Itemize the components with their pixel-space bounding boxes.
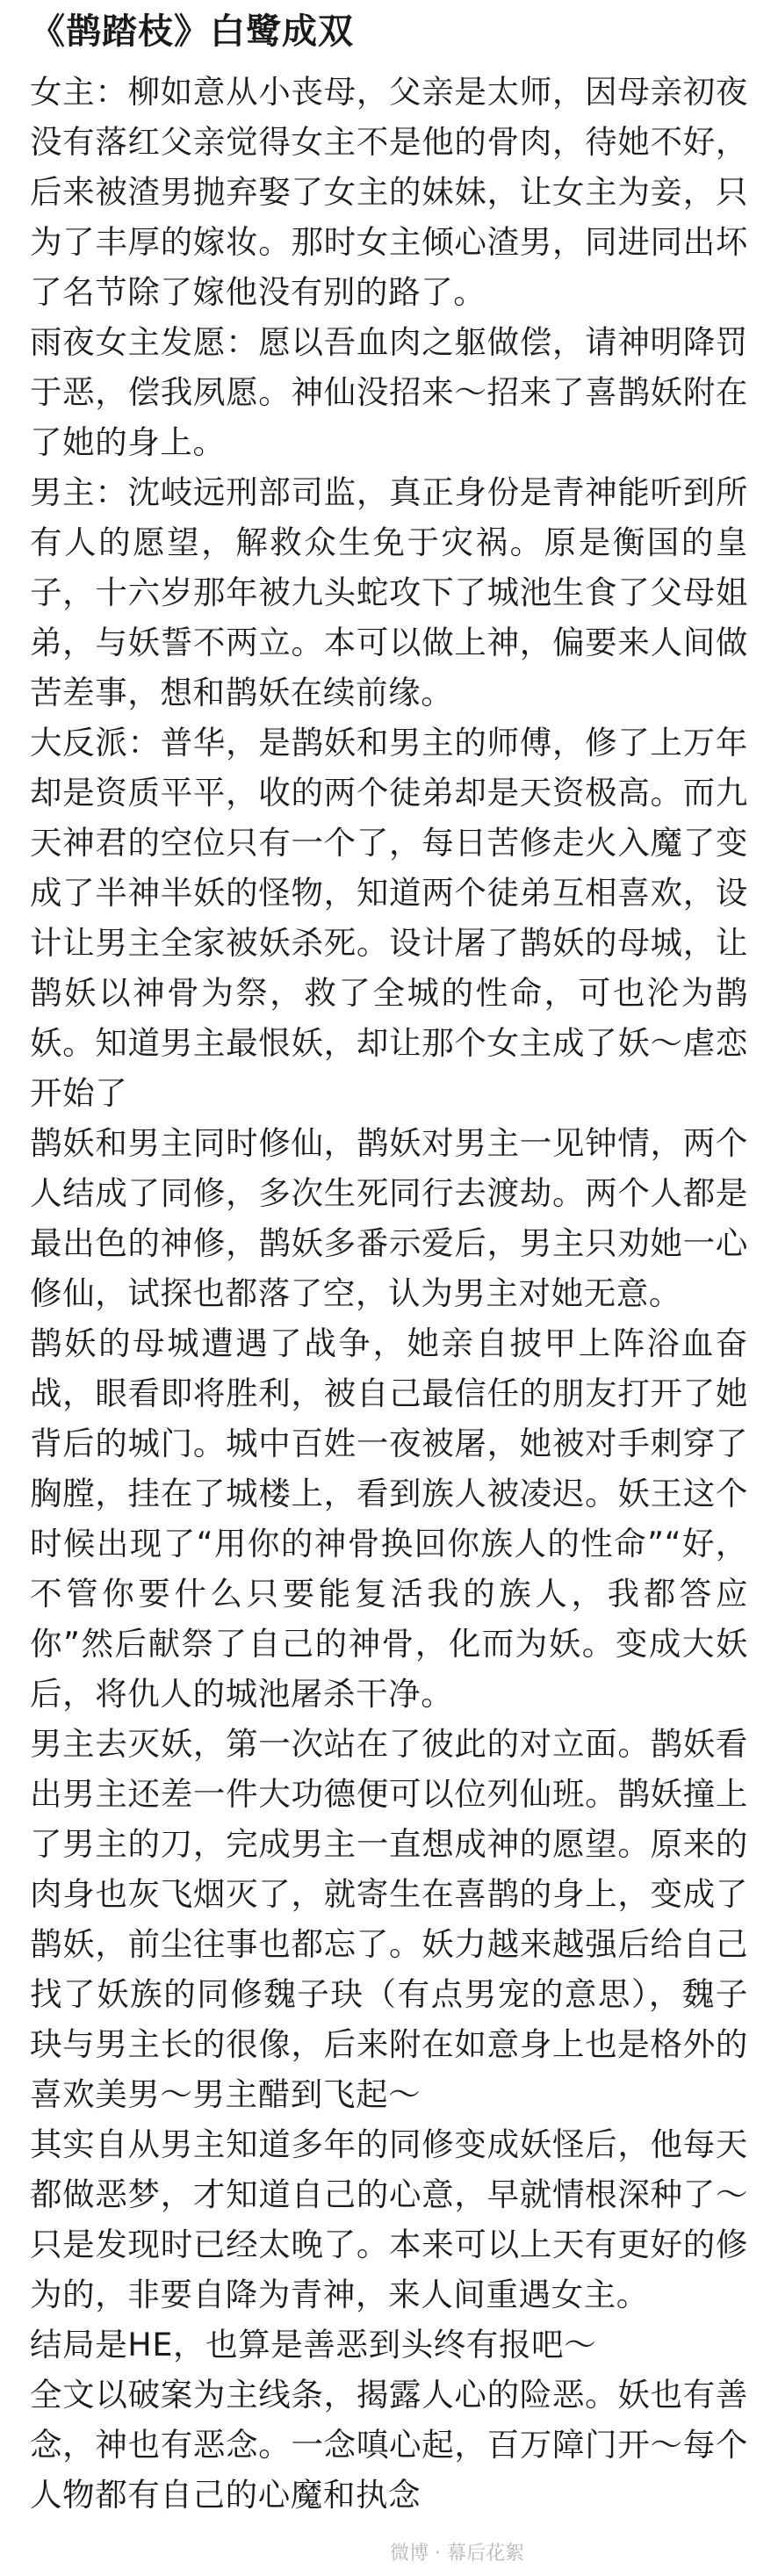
document-title: 《鹊踏枝》白鹭成双 — [30, 11, 354, 52]
watermark-text: 微博 · 幕后花絮 — [390, 2543, 524, 2565]
paragraph-rain-night-vow: 雨夜女主发愿：愿以吾血肉之躯做偿，请神明降罚于恶，偿我夙愿。神仙没招来～招来了喜鹊妖附在了她的身上。 — [30, 323, 748, 461]
paragraph-summary: 全文以破案为主线条，揭露人心的险恶。妖也有善念，神也有恶念。一念嗔心起，百万障门开～每个人物都有自己的心魔和执念 — [30, 2376, 748, 2514]
paragraph-cultivation: 鹊妖和男主同时修仙，鹊妖对男主一见钟情，两个人结成了同修，多次生死同行去渡劫。两个人都是最出色的神修，鹊妖多番示爱后，男主只劝她一心修仙，试探也都落了空，认为男主对她无意。 — [30, 1124, 748, 1312]
paragraph-ending: 结局是HE，也算是善恶到头终有报吧～ — [30, 2326, 597, 2363]
paragraph-villain: 大反派：普华，是鹊妖和男主的师傅，修了上万年却是资质平平，收的两个徒弟却是天资极高。而九天神君的空位只有一个了，每日苦修走火入魔了变成了半神半妖的怪物，知道两个徒弟互相喜欢，设计让男主全家被妖杀死。设计屠了鹊妖的母城，让鹊妖以神骨为祭，救了全城的性命，可也沦为鹊妖。知道男主最恨妖，却让那个女主成了妖～虐恋开始了 — [30, 724, 748, 1112]
paragraph-regret: 其实自从男主知道多年的同修变成妖怪后，他每天都做恶梦，才知道自己的心意，早就情根深种了～只是发现时已经太晚了。本来可以上天有更好的修为的，非要自降为青神，来人间重遇女主。 — [30, 2125, 748, 2313]
paragraph-confrontation: 男主去灭妖，第一次站在了彼此的对立面。鹊妖看出男主还差一件大功德便可以位列仙班。鹊妖撞上了男主的刀，完成男主一直想成神的愿望。原来的肉身也灰飞烟灭了，就寄生在喜鹊的身上，变成了鹊妖，前尘往事也都忘了。妖力越来越强后给自己找了妖族的同修魏子玦（有点男宠的意思），魏子玦与男主长的很像，后来附在如意身上也是格外的喜欢美男～男主醋到飞起～ — [30, 1725, 748, 2113]
paragraph-heroine: 女主：柳如意从小丧母，父亲是太师，因母亲初夜没有落红父亲觉得女主不是他的骨肉，待她不好，后来被渣男抛弃娶了女主的妹妹，让女主为妾，只为了丰厚的嫁妆。那时女主倾心渣男，同进同出坏了名节除了嫁他没有别的路了。 — [30, 73, 748, 311]
paragraph-hero: 男主：沈岐远刑部司监，真正身份是青神能听到所有人的愿望，解救众生免于灾祸。原是衡国的皇子，十六岁那年被九头蛇攻下了城池生食了父母姐弟，与妖誓不两立。本可以做上神，偏要来人间做苦差事，想和鹊妖在续前缘。 — [30, 473, 748, 711]
paragraph-war: 鹊妖的母城遭遇了战争，她亲自披甲上阵浴血奋战，眼看即将胜利，被自己最信任的朋友打开了她背后的城门。城中百姓一夜被屠，她被对手刺穿了胸膛，挂在了城楼上，看到族人被凌迟。妖王这个时候出现了“用你的神骨换回你族人的性命”“好，不管你要什么只要能复活我的族人，我都答应你”然后献祭了自己的神骨，化而为妖。变成大妖后，将仇人的城池屠杀干净。 — [30, 1324, 748, 1713]
